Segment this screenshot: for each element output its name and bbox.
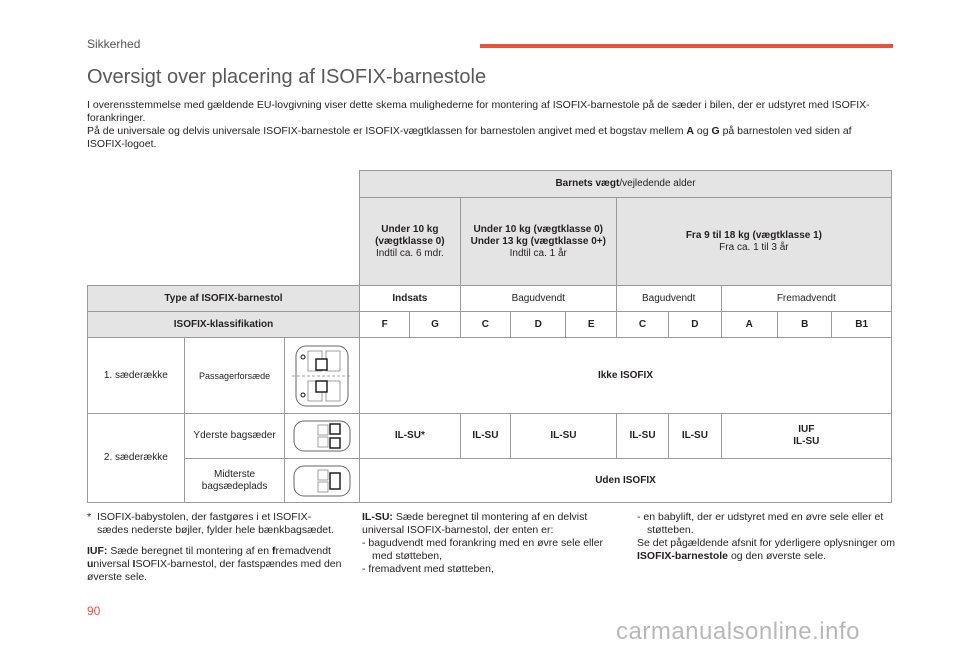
page-number: 90 [87, 604, 101, 618]
col3-text-1: Se det pågældende afsnit for yderligere oplysninger om [637, 537, 895, 549]
class-label: ISOFIX-klassifikation [88, 312, 360, 338]
ilsu-bullet-1: - bagudvendt med forankring med en øvre sele eller med støtteben, [362, 537, 604, 562]
class-cell: C [616, 312, 668, 338]
weight-header-bold: Barnets vægt [555, 178, 620, 189]
col3-text-2: og den øverste sele. [728, 550, 827, 562]
footnote-col-1 [87, 511, 342, 584]
iuf-u: u [87, 558, 94, 570]
group3-header [616, 198, 891, 286]
page-title: Oversigt over placering af ISOFIX-barnestole [87, 66, 487, 88]
intro-paragraph-1: I overensstemmelse med gældende EU-lovgivning viser dette skema mulighederne for montering af ISOFIX-barnestole på de sæder i bilen, der er udstyret med ISOFIX-forankringer. [87, 99, 870, 124]
blank-corner [88, 171, 360, 198]
intro-text-a: På de universale og delvis universale ISOFIX-barnestole er ISOFIX-vægtklassen for barnestolen angivet med et bogstav mellem [87, 125, 687, 137]
weight-header [359, 171, 891, 198]
type-bagudvendt-2: Bagudvendt [616, 286, 721, 312]
class-cell: D [669, 312, 721, 338]
iuf-t3: niversal [93, 558, 133, 570]
class-cell: B1 [832, 312, 892, 338]
iuf-text: Sæde beregnet til montering af en [107, 545, 273, 557]
car-seat-front-icon [290, 343, 354, 409]
footnote-star-text: ISOFIX-babystolen, der fastgøres i et ISOFIX-sædes nederste bøjler, fylder hele bænkbagsædet. [96, 511, 334, 536]
row2a-cell: IL-SU [511, 414, 617, 459]
ilsu-text: Sæde beregnet til montering af en delvist universal ISOFIX-barnestol, der enten er: [362, 511, 588, 536]
row2a-cell: IL-SU* [359, 414, 460, 459]
isofix-table [87, 170, 892, 503]
col3-bold: ISOFIX-barnestole [637, 550, 729, 562]
type-indsats: Indsats [359, 286, 460, 312]
row1-seat: Passagerforsæde [184, 338, 285, 414]
intro-bold-g: G [711, 125, 720, 137]
group2-header [460, 198, 616, 286]
group2-age: Indtil ca. 1 år [509, 247, 567, 259]
row2a-seat-diagram [285, 414, 360, 459]
blank-corner-2 [88, 198, 360, 286]
section-label: Sikkerhed [87, 37, 141, 51]
watermark: carmanualsonline.info [616, 618, 860, 645]
group3-age: Fra ca. 1 til 3 år [719, 241, 789, 253]
class-cell: D [511, 312, 566, 338]
row2a-seat: Yderste bagsæder [184, 414, 285, 459]
group1-age: Indtil ca. 6 mdr. [375, 247, 444, 259]
weight-header-rest: /vejledende alder [619, 178, 696, 189]
col3-bullet: - en babylift, der er udstyret med en øvre sele eller et støtteben. [637, 511, 884, 536]
group2-bold-1: Under 10 kg (vægtklasse 0) [473, 223, 604, 235]
group1-bold: Under 10 kg (vægtklasse 0) [375, 223, 445, 247]
iuf-t4: SOFIX-barnestol, der fastspændes med den øverste sele. [87, 558, 342, 583]
intro-text-c: på barnestolen ved siden af ISOFIX-logoet. [87, 125, 852, 150]
row2a-cell: IL-SU [460, 414, 510, 459]
class-cell: G [410, 312, 460, 338]
row1-value: Ikke ISOFIX [359, 338, 891, 414]
row1-label: 1. sæderække [88, 338, 185, 414]
row2a-cell: IUF IL-SU [721, 414, 891, 459]
car-seat-middle-icon [290, 463, 354, 499]
footnote-star [87, 511, 342, 537]
intro-text [87, 99, 887, 151]
ilsu-label: IL-SU: [362, 511, 393, 523]
footnote-star-mark: * [87, 511, 92, 523]
type-bagudvendt-1: Bagudvendt [460, 286, 616, 312]
class-cell: C [460, 312, 510, 338]
iuf-label: IUF: [87, 545, 108, 557]
row2b-seat: Midterste bagsædeplads [184, 459, 285, 503]
group1-header [359, 198, 460, 286]
footnote-col-3 [637, 511, 895, 563]
row2b-seat-diagram [285, 459, 360, 503]
iuf-i: I [132, 558, 136, 570]
ilsu-bullet-2: - fremadvent med støtteben, [362, 563, 494, 575]
intro-text-b: og [693, 125, 712, 137]
footnote-col-2 [362, 511, 607, 576]
group2-bold-2: Under 13 kg (vægtklasse 0+) [470, 235, 606, 247]
intro-bold-a: A [686, 125, 694, 137]
col3-text [637, 537, 895, 563]
type-fremadvendt: Fremadvendt [721, 286, 891, 312]
section-accent-bar [480, 44, 893, 48]
footnote-iuf [87, 545, 342, 584]
group3-bold: Fra 9 til 18 kg (vægtklasse 1) [685, 229, 822, 241]
row2b-value: Uden ISOFIX [359, 459, 891, 503]
class-cell: A [721, 312, 777, 338]
class-cell: F [359, 312, 409, 338]
intro-paragraph-2 [87, 125, 887, 151]
iuf-t2: remadvendt [275, 545, 331, 557]
iuf-f: f [272, 545, 276, 557]
footnote-ilsu [362, 511, 607, 537]
row2a-cell: IL-SU [616, 414, 668, 459]
class-cell: B [777, 312, 831, 338]
row2a-cell: IL-SU [669, 414, 721, 459]
type-label: Type af ISOFIX-barnestol [88, 286, 360, 312]
row2-label: 2. sæderække [88, 414, 185, 503]
row1-seat-diagram [285, 338, 360, 414]
class-cell: E [566, 312, 616, 338]
car-seat-outer-icon [290, 418, 354, 454]
